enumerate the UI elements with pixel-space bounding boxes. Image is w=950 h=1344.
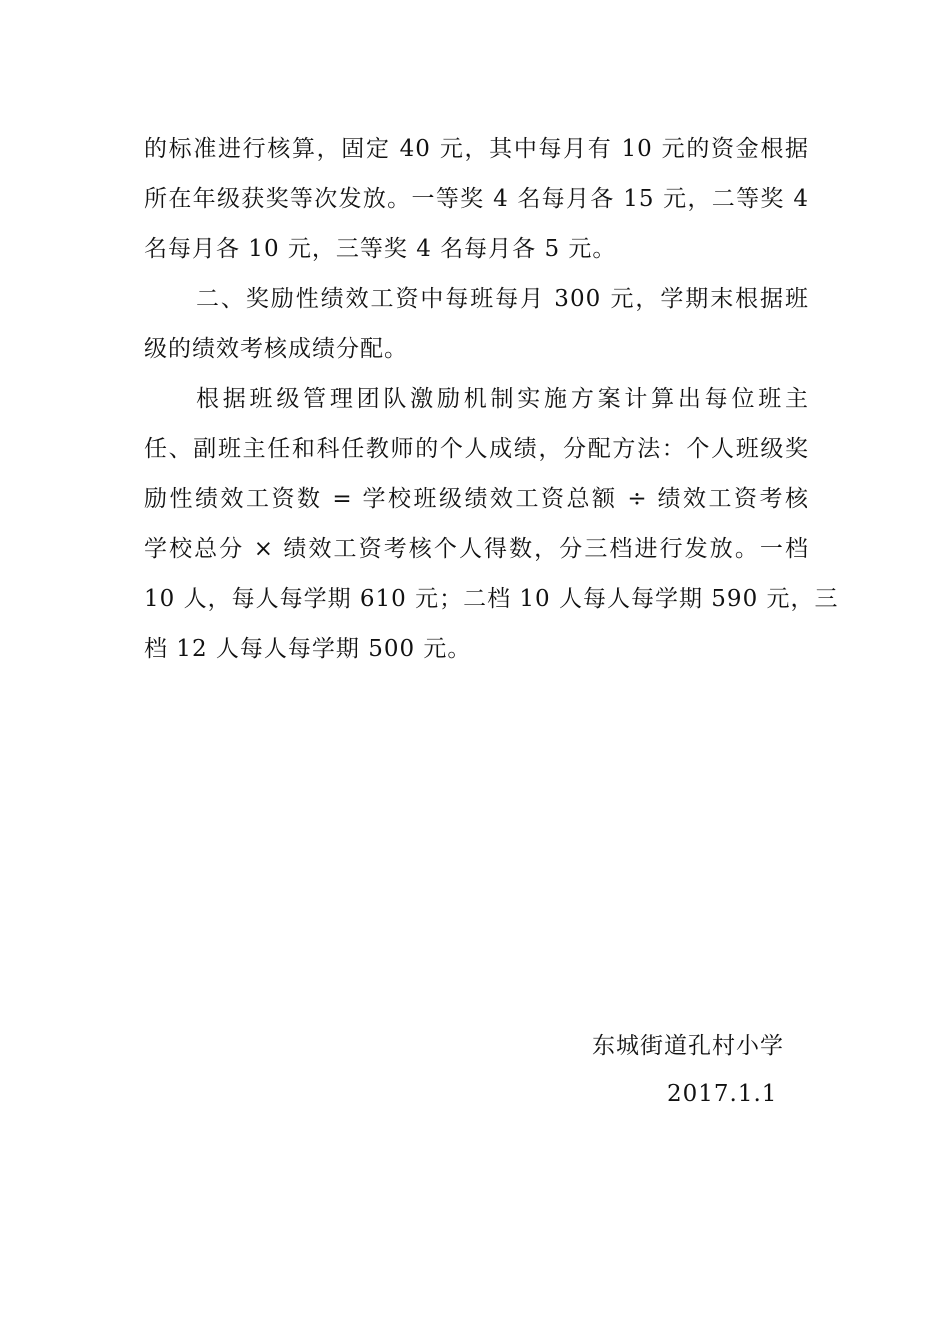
paragraph-line: 名每月各 10 元，三等奖 4 名每月各 5 元。 xyxy=(144,236,617,262)
paragraph-line: 的标准进行核算，固定 40 元，其中每月有 10 元的资金根据 xyxy=(144,136,809,162)
paragraph-line: 档 12 人每人每学期 500 元。 xyxy=(144,636,472,662)
signature-date: 2017.1.1 xyxy=(667,1081,778,1107)
paragraph-line: 任、副班主任和科任教师的个人成绩，分配方法：个人班级奖 xyxy=(144,436,809,462)
paragraph-line: 二、奖励性绩效工资中每班每月 300 元，学期末根据班 xyxy=(196,286,809,312)
paragraph-line: 10 人，每人每学期 610 元；二档 10 人每人每学期 590 元，三 xyxy=(144,586,839,612)
paragraph-line: 级的绩效考核成绩分配。 xyxy=(144,336,408,362)
paragraph-line: 学校总分 × 绩效工资考核个人得数，分三档进行发放。一档 xyxy=(144,536,809,562)
signature-organization: 东城街道孔村小学 xyxy=(592,1033,784,1059)
paragraph-line: 根据班级管理团队激励机制实施方案计算出每位班主 xyxy=(196,386,809,412)
paragraph-line: 励性绩效工资数 = 学校班级绩效工资总额 ÷ 绩效工资考核 xyxy=(144,486,809,512)
paragraph-line: 所在年级获奖等次发放。一等奖 4 名每月各 15 元，二等奖 4 xyxy=(144,186,809,212)
